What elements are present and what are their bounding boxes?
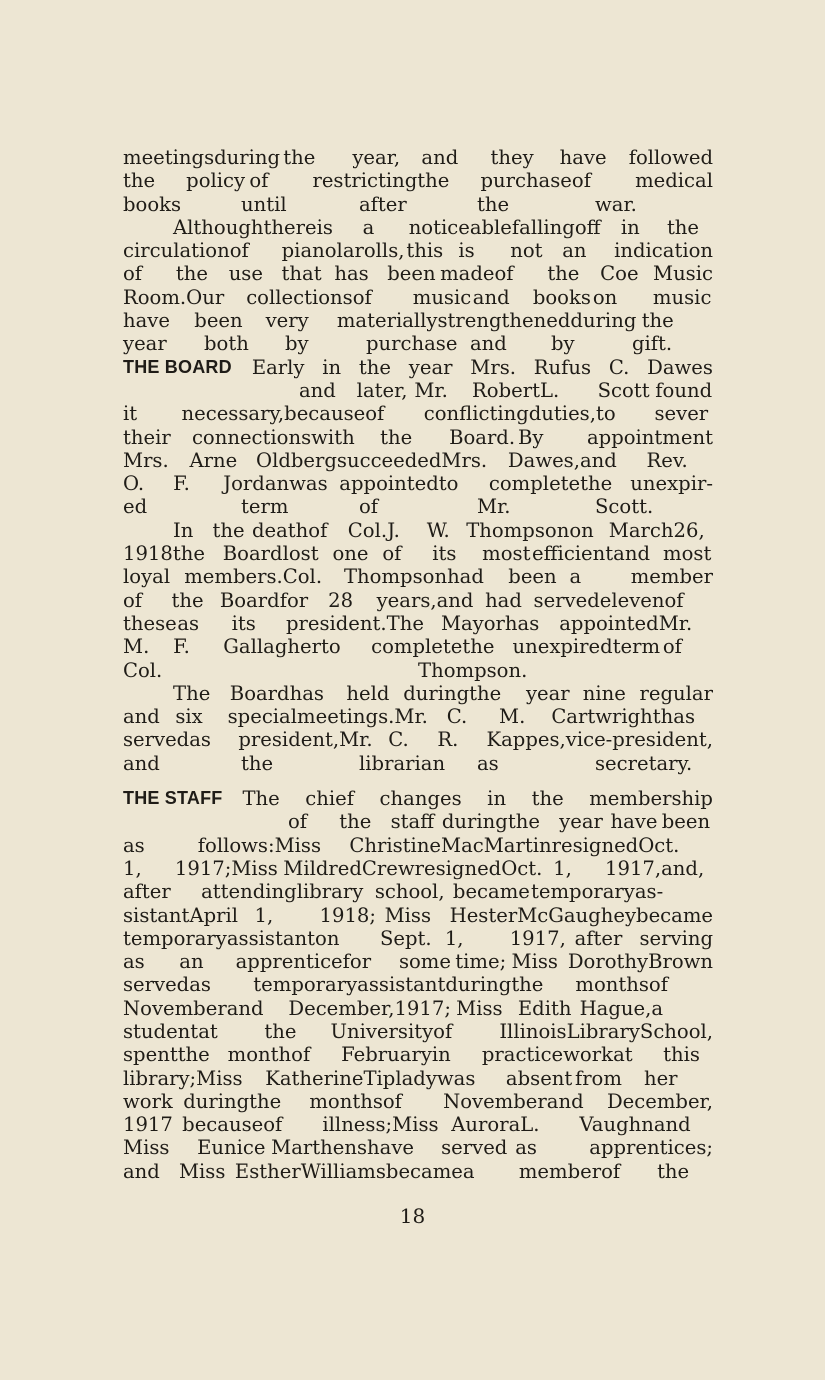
text-line: O. F. Jordan was appointed to complete the unexpir- — [123, 472, 713, 496]
text-line: their connections with the Board. By appointment — [123, 425, 713, 449]
text-line: Col. Thompson. — [123, 658, 528, 682]
text-line: 1917 because of illness; Miss Aurora L. Vaughn and — [123, 1113, 691, 1137]
text-line: 1918 the Board lost one of its most efficient and most — [123, 542, 712, 566]
text-line: student at the University of Illinois Library School, — [123, 1019, 714, 1043]
text-line: year both by purchase and by gift. — [123, 332, 673, 356]
text-line: Mrs. Arne Oldberg succeeded Mrs. Dawes, and Rev. — [123, 448, 688, 472]
text-line: of the staff during the year have been — [288, 810, 711, 834]
text-line: as an apprentice for some time; Miss Dorothy Brown — [123, 950, 714, 974]
text-line: M. F. Gallagher to complete the unexpired term of — [123, 635, 682, 659]
text-line: and Miss Esther Williams became a member of the — [123, 1159, 690, 1183]
text-line: The chief changes in the membership — [242, 787, 713, 811]
text-line: library; Miss Katherine Tiplady was absent from her — [123, 1066, 678, 1090]
page-number: 18 — [399, 1204, 426, 1228]
text-line: loyal members. Col. Thompson had been a member — [123, 565, 713, 589]
text-line: have been very materially strengthened during the — [123, 309, 674, 333]
text-line: it necessary, because of conflicting duties, to sever — [123, 402, 709, 426]
text-line: Early in the year Mrs. Rufus C. Dawes — [251, 355, 713, 379]
text-line: the policy of restricting the purchase of medical — [123, 169, 713, 193]
text-line: In the death of Col. J. W. Thompson on March 26, — [173, 518, 705, 542]
text-line: sistant April 1, 1918; Miss Hester McGaughey became — [123, 903, 713, 927]
text-line: after attending library school, became temporary as- — [123, 880, 664, 904]
section-heading-staff: THE STAFF — [123, 788, 223, 809]
text-line: of the Board for 28 years, and had served eleven of — [123, 588, 684, 612]
text-line: and later, Mr. Robert L. Scott found — [299, 378, 713, 402]
text-line: spent the month of February in practice work at this — [123, 1043, 700, 1067]
text-line: ed term of Mr. Scott. — [123, 495, 654, 519]
text-line: and six special meetings. Mr. C. M. Cartwright has — [123, 705, 696, 729]
text-line: The Board has held during the year nine regular — [173, 681, 713, 705]
text-line: Room. Our collections of music and books on music — [123, 285, 712, 309]
text-line: and the librarian as secretary. — [123, 751, 693, 775]
text-line: Although there is a noticeable falling off in the — [173, 215, 700, 239]
staff-first-line — [123, 787, 713, 810]
section-heading-board: THE BOARD — [123, 356, 232, 377]
text-line: work during the months of November and December, — [123, 1089, 714, 1113]
text-line: as follows: Miss Christine MacMartin resigned Oct. — [123, 833, 680, 857]
text-line: meetings during the year, and they have followed — [123, 146, 713, 169]
text-line: circulation of pianola rolls, this is not an indication — [123, 239, 714, 263]
text-line: of the use that has been made of the Coe Music — [123, 262, 713, 286]
text-line: Miss Eunice Marthens have served as apprentices; — [123, 1136, 713, 1160]
text-line: served as president, Mr. C. R. Kappes, vice-president, — [123, 728, 713, 752]
text-line: books until after the war. — [123, 192, 637, 216]
text-line: 1, 1917; Miss Mildred Crew resigned Oct. 1, 1917, and, — [123, 856, 705, 880]
page-text-column — [123, 146, 713, 1183]
text-line: temporary assistant on Sept. 1, 1917, after serving — [123, 926, 714, 950]
text-line: served as temporary assistant during the months of — [123, 973, 668, 997]
board-first-line — [123, 356, 713, 379]
text-line: November and December, 1917; Miss Edith Hague, a — [123, 996, 664, 1020]
text-line: these as its president. The Mayor has appointed Mr. — [123, 611, 693, 635]
paragraph-gap — [123, 775, 713, 787]
